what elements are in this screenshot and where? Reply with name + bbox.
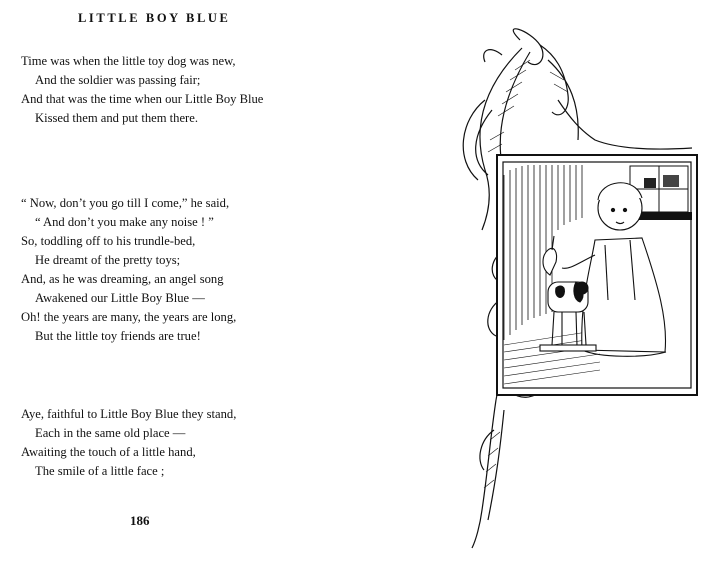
- verse-line: He dreamt of the pretty toys;: [35, 253, 181, 267]
- verse-line: And, as he was dreaming, an angel song: [21, 272, 224, 286]
- verse-line: Awakened our Little Boy Blue —: [35, 291, 205, 305]
- page-number: 186: [130, 513, 150, 528]
- running-title: LITTLE BOY BLUE: [78, 11, 231, 25]
- verse-line: Time was when the little toy dog was new,: [21, 54, 236, 68]
- verse-line: Aye, faithful to Little Boy Blue they stand,: [21, 407, 237, 421]
- verse-line: But the little toy friends are true!: [35, 329, 201, 343]
- verse-line: So, toddling off to his trundle-bed,: [21, 234, 196, 248]
- verse-line: Each in the same old place —: [35, 426, 186, 440]
- verse-line: Oh! the years are many, the years are long,: [21, 310, 237, 324]
- verse-line: And that was the time when our Little Boy Blue: [21, 92, 264, 106]
- verse-line: And the soldier was passing fair;: [35, 73, 201, 87]
- verse-line: The smile of a little face ;: [35, 464, 165, 478]
- illustration: [430, 0, 717, 569]
- right-page: [430, 0, 717, 569]
- verse-line: “ Now, don’t you go till I come,” he said,: [21, 196, 230, 210]
- verse-line: “ And don’t you make any noise ! ”: [35, 215, 214, 229]
- verse-line: Kissed them and put them there.: [35, 111, 198, 125]
- verse-line: Awaiting the touch of a little hand,: [21, 445, 196, 459]
